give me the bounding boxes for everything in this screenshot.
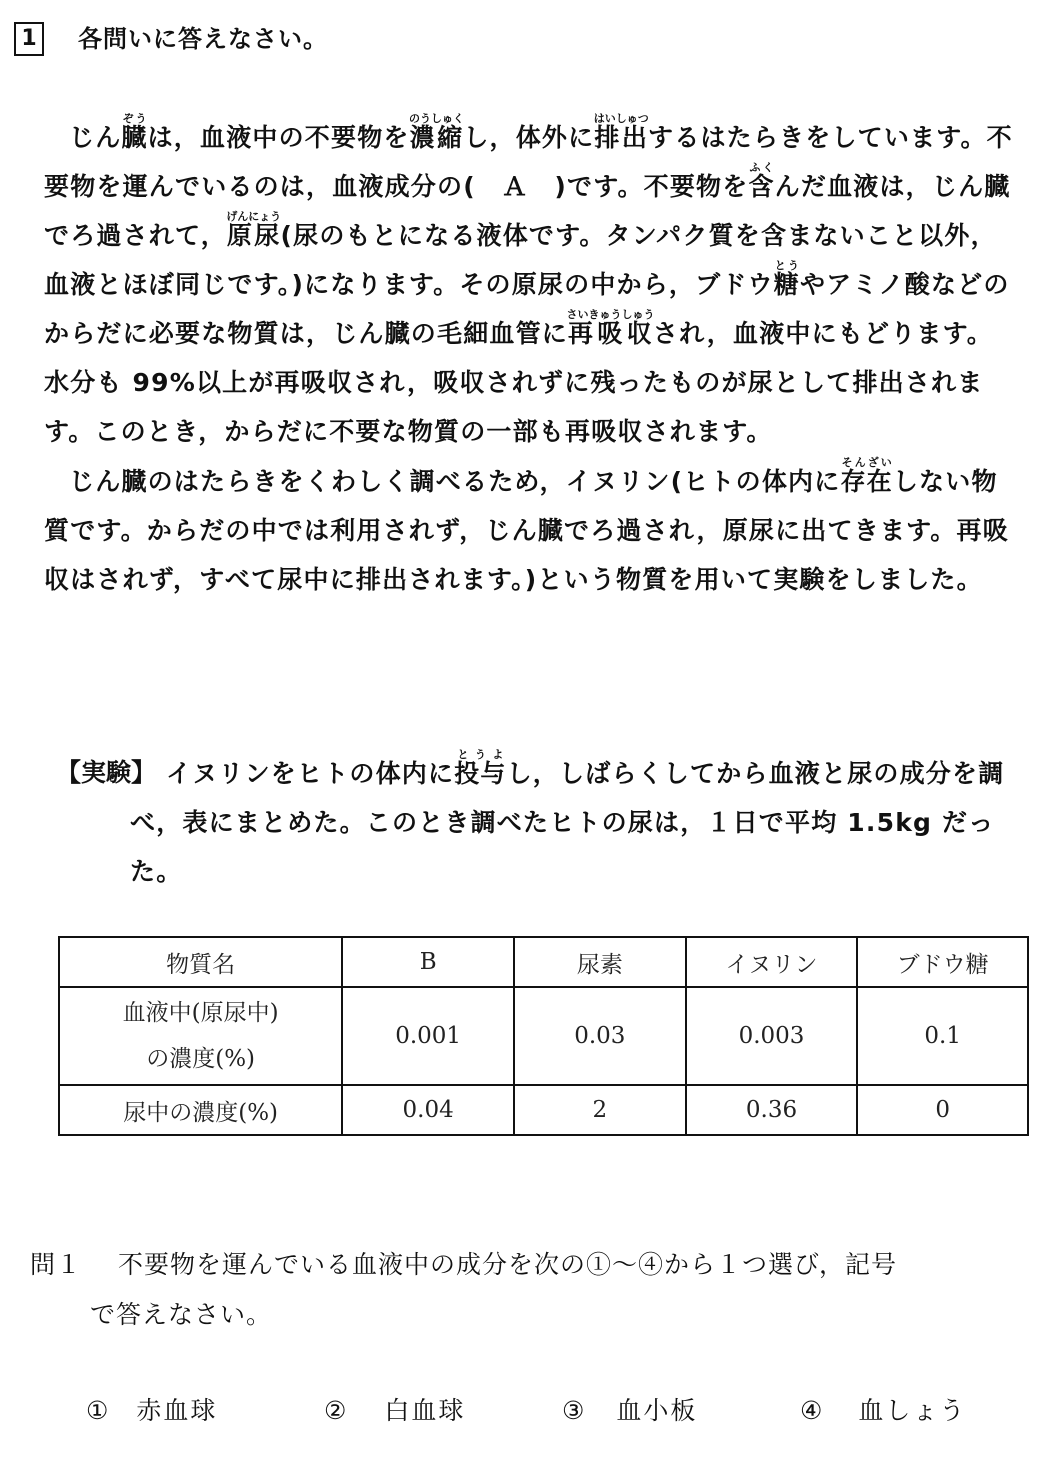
ruby-touyo: 投与とうよ <box>454 748 507 788</box>
table-header-row <box>59 937 1028 987</box>
concentration-table <box>58 936 1029 1136</box>
table-cell: 0.001 <box>342 987 514 1085</box>
table-cell: 0.04 <box>342 1085 514 1135</box>
header-cell-b: B <box>342 937 514 987</box>
header-cell-urea: 尿素 <box>514 937 686 987</box>
question-label: 問１ <box>30 1250 83 1279</box>
row-label-blood: 血液中(原尿中) の濃度(%) <box>59 987 342 1085</box>
table-row-blood <box>59 987 1028 1085</box>
table-row-urine <box>59 1085 1028 1135</box>
table-cell: 0.003 <box>686 987 858 1085</box>
choice-1[interactable]: ① 赤血球 <box>86 1396 218 1425</box>
ruby-saikyuushuu: 再吸収さいきゅうしゅう <box>566 308 655 348</box>
table-cell: 0.1 <box>857 987 1028 1085</box>
table-cell: 2 <box>514 1085 686 1135</box>
question-1 <box>30 1240 1020 1340</box>
question-heading: 各問いに答えなさい。 <box>78 25 328 53</box>
ruby-gennyou: 原尿げんにょう <box>226 210 282 250</box>
experiment-text: イヌリンをヒトの体内に投与とうよし，しばらくしてから血液と尿の成分を調べ，表にまとめた。このとき調べたヒトの尿は，１日で平均 1.5kg だった。 <box>130 748 1005 886</box>
ruby-noushuku: 濃縮のうしゅく <box>408 112 464 152</box>
question-text-line1: 不要物を運んでいる血液中の成分を次の①～④から１つ選び，記号 <box>118 1250 898 1279</box>
ruby-zou: 臓ぞう <box>121 112 148 152</box>
question-number-box: 1 <box>14 22 44 56</box>
table-cell: 0.03 <box>514 987 686 1085</box>
choice-4[interactable]: ④ 血しょう <box>800 1396 967 1425</box>
table-cell: 0.36 <box>686 1085 858 1135</box>
ruby-fuku: 含ふく <box>748 161 775 201</box>
choice-3[interactable]: ③ 血小板 <box>562 1396 698 1425</box>
table-cell: 0 <box>857 1085 1028 1135</box>
choice-2[interactable]: ② 白血球 <box>324 1396 466 1425</box>
header-cell-glucose: ブドウ糖 <box>857 937 1028 987</box>
passage-paragraph-1: じん臓ぞうは，血液中の不要物を濃縮のうしゅくし，体外に排出はいしゅつするはたらきをしています。不要物を運んでいるのは，血液成分の( Ａ )です。不要物を含ふくんだ血液は，じん臓でろ過されて，原尿げんにょう(尿のもとになる液体です。タンパク質を含まないこと以外，血液とほぼ同じです。)になります。その原尿の中から，ブドウ糖とうやアミノ酸などのからだに必要な物質は，じん臓の毛細血管に再吸収さいきゅうしゅうされ，血液中にもどります。水分も 99%以上が再吸収され，吸収されずに残ったものが尿として排出されます。このとき，からだに不要な物質の一部も再吸収されます。 <box>44 112 1013 446</box>
ruby-sonzai: 存在そんざい <box>840 456 893 496</box>
header-cell-inulin: イヌリン <box>686 937 858 987</box>
experiment-label: 【実験】 <box>56 758 157 787</box>
row-label-urine: 尿中の濃度(%) <box>59 1085 342 1135</box>
header-cell-substance: 物質名 <box>59 937 342 987</box>
ruby-tou: 糖とう <box>773 259 800 299</box>
ruby-haishutsu: 排出はいしゅつ <box>593 112 649 152</box>
passage <box>44 112 1014 604</box>
question-text-line2: で答えなさい。 <box>90 1300 273 1329</box>
passage-paragraph-2: じん臓のはたらきをくわしく調べるため，イヌリン(ヒトの体内に存在そんざいしない物質です。からだの中では利用されず，じん臓でろ過され，原尿に出てきます。再吸収はされず，すべて尿中に排出されます。)という物質を用いて実験をしました。 <box>44 456 1009 594</box>
